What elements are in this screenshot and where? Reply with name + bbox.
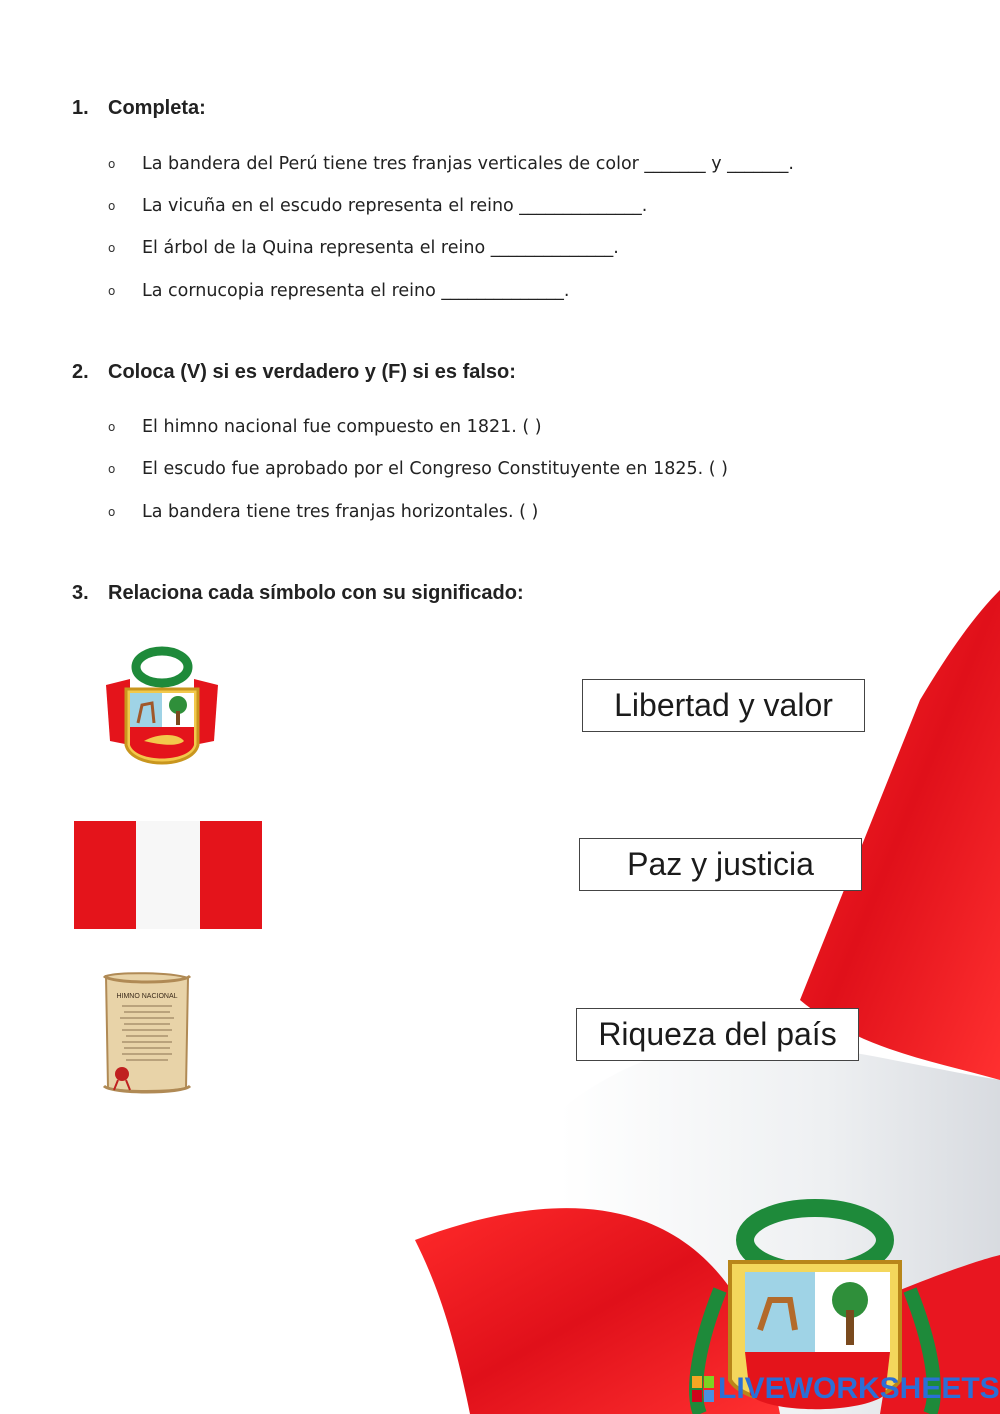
question-text: Completa: [108,97,206,119]
bullet-icon: o [108,241,116,255]
anthem-scroll-image[interactable] [100,970,194,1096]
bullet-icon: o [108,420,116,434]
question-1-title [72,97,206,120]
question-number: 3. [72,582,89,604]
item-text: La vicuña en el escudo representa el reino ______________. [142,196,648,216]
item-text: El árbol de la Quina representa el reino ______________. [142,238,619,258]
liveworksheets-mark-icon [690,1374,716,1404]
meaning-box[interactable] [576,1008,859,1061]
meaning-text: Libertad y valor [614,687,833,723]
meaning-box[interactable] [582,679,865,732]
item-text: El himno nacional fue compuesto en 1821. ( ) [142,417,542,437]
list-item [108,417,542,437]
meaning-box[interactable] [579,838,862,891]
item-text: La bandera tiene tres franjas horizontales. ( ) [142,502,539,522]
bullet-icon: o [108,199,116,213]
scroll-title: HIMNO NACIONAL [116,993,178,1000]
list-item [108,459,728,479]
list-item [108,502,538,522]
bullet-icon: o [108,462,116,476]
question-text: Relaciona cada símbolo con su significado: [108,582,524,604]
logo-text: LIVEWORKSHEETS [718,1372,1000,1405]
list-item [108,238,619,258]
list-item [108,196,647,216]
question-2-title [72,361,516,384]
list-item [108,154,794,174]
question-text: Coloca (V) si es verdadero y (F) si es falso: [108,361,516,383]
item-text: El escudo fue aprobado por el Congreso Constituyente en 1825. ( ) [142,459,728,479]
bullet-icon: o [108,157,116,171]
bullet-icon: o [108,505,116,519]
meaning-text: Riqueza del país [598,1016,837,1052]
meaning-text: Paz y justicia [627,846,814,882]
bullet-icon: o [108,284,116,298]
list-item [108,281,569,301]
question-3-title [72,582,524,605]
flag-image[interactable] [74,821,262,929]
item-text: La cornucopia representa el reino ______________. [142,281,570,301]
question-number: 2. [72,361,89,383]
liveworksheets-logo [690,1372,1000,1406]
question-number: 1. [72,97,89,119]
coat-of-arms-image[interactable] [100,645,224,773]
item-text: La bandera del Perú tiene tres franjas verticales de color _______ y _______. [142,154,794,174]
